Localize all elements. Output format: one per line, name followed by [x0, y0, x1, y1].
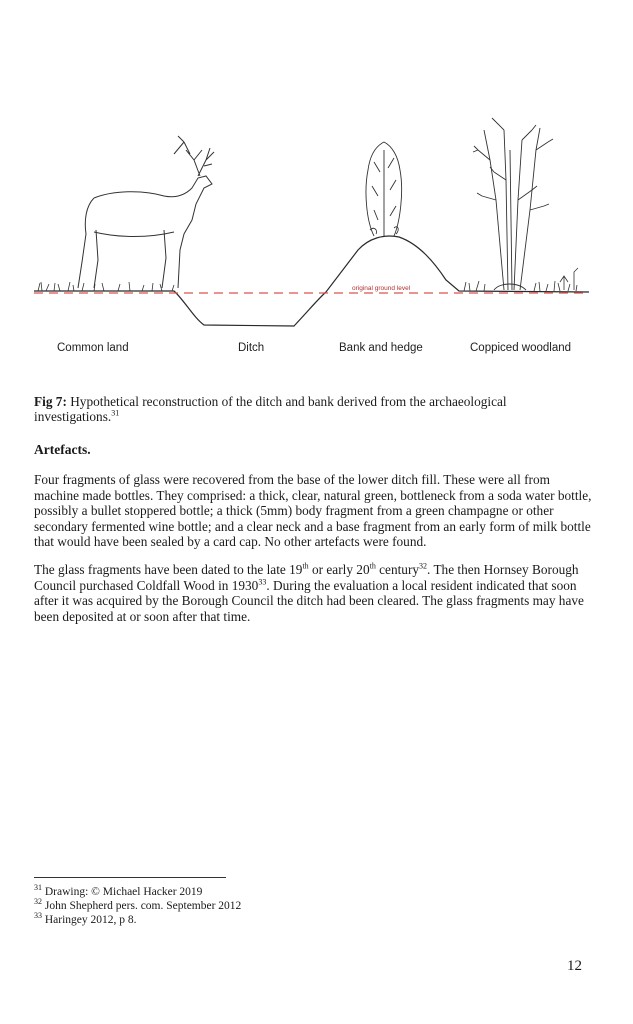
footnote-ref-33: 33 [258, 577, 267, 587]
section-heading: Artefacts. [34, 442, 91, 457]
paragraph-artefacts: Four fragments of glass were recovered from the base of the lower ditch fill. These were all from machine made bottles. They comprised: a thick, clear, natural green, bottleneck from a soda water bottle, possibly a bullet stoppered bottle; a thick (5mm) body fragment from a green champagne or other secondary fermented wine bottle; and a clear neck and a base fragment from an early form of milk bottle that would have been sealed by a card cap. No other artefacts were found. [34, 472, 592, 550]
dating-text-a: The glass fragments have been dated to the late 19 [34, 562, 303, 577]
caption-text: Hypothetical reconstruction of the ditch and bank derived from the archaeological investigations. [34, 394, 507, 424]
paragraph-dating [34, 562, 594, 624]
dating-text-e: . During the evaluation a local resident indicated that soon after it was acquired by the Borough Council the ditch had been cleared. The glass fragments may have been deposited at or soon after that time. [34, 577, 584, 624]
label-common-land: Common land [57, 342, 129, 354]
label-bank-and-hedge: Bank and hedge [339, 342, 423, 354]
footnotes [34, 885, 534, 928]
ground-profile [34, 236, 589, 326]
footnote-ref-32: 32 [419, 561, 428, 571]
grass-tufts [38, 281, 577, 291]
label-ditch: Ditch [238, 342, 265, 354]
dating-text-b: or early 20 [308, 562, 370, 577]
page-number: 12 [567, 958, 582, 974]
footnote-33: $^{33}$ Haringey 2012, p 8. [34, 911, 137, 927]
figure-ditch-bank-reconstruction [34, 0, 594, 385]
coppiced-woodland-drawing [473, 118, 553, 290]
dating-text-d: . The then Hornsey Borough Council purchased Coldfall Wood in 1930 [34, 562, 579, 593]
ground-level-label: original ground level [352, 285, 411, 292]
footnote-divider [34, 877, 226, 878]
hedge-drawing [366, 142, 402, 236]
label-coppiced-woodland: Coppiced woodland [470, 342, 572, 354]
deer-drawing [78, 136, 214, 288]
footnote-31: $^{31}$ Drawing: © Michael Hacker 2019 [34, 883, 203, 898]
dating-text-c: century [375, 562, 420, 577]
caption-footnote-ref: 31 [111, 408, 120, 418]
figure-caption [34, 394, 574, 424]
superscript-th-a: th [302, 561, 309, 571]
superscript-th-b: th [369, 561, 376, 571]
footnote-32: $^{32}$ John Shepherd pers. com. September 2012 [34, 897, 242, 913]
reconstruction-drawing [34, 0, 594, 385]
caption-label: Fig 7: [34, 394, 67, 409]
